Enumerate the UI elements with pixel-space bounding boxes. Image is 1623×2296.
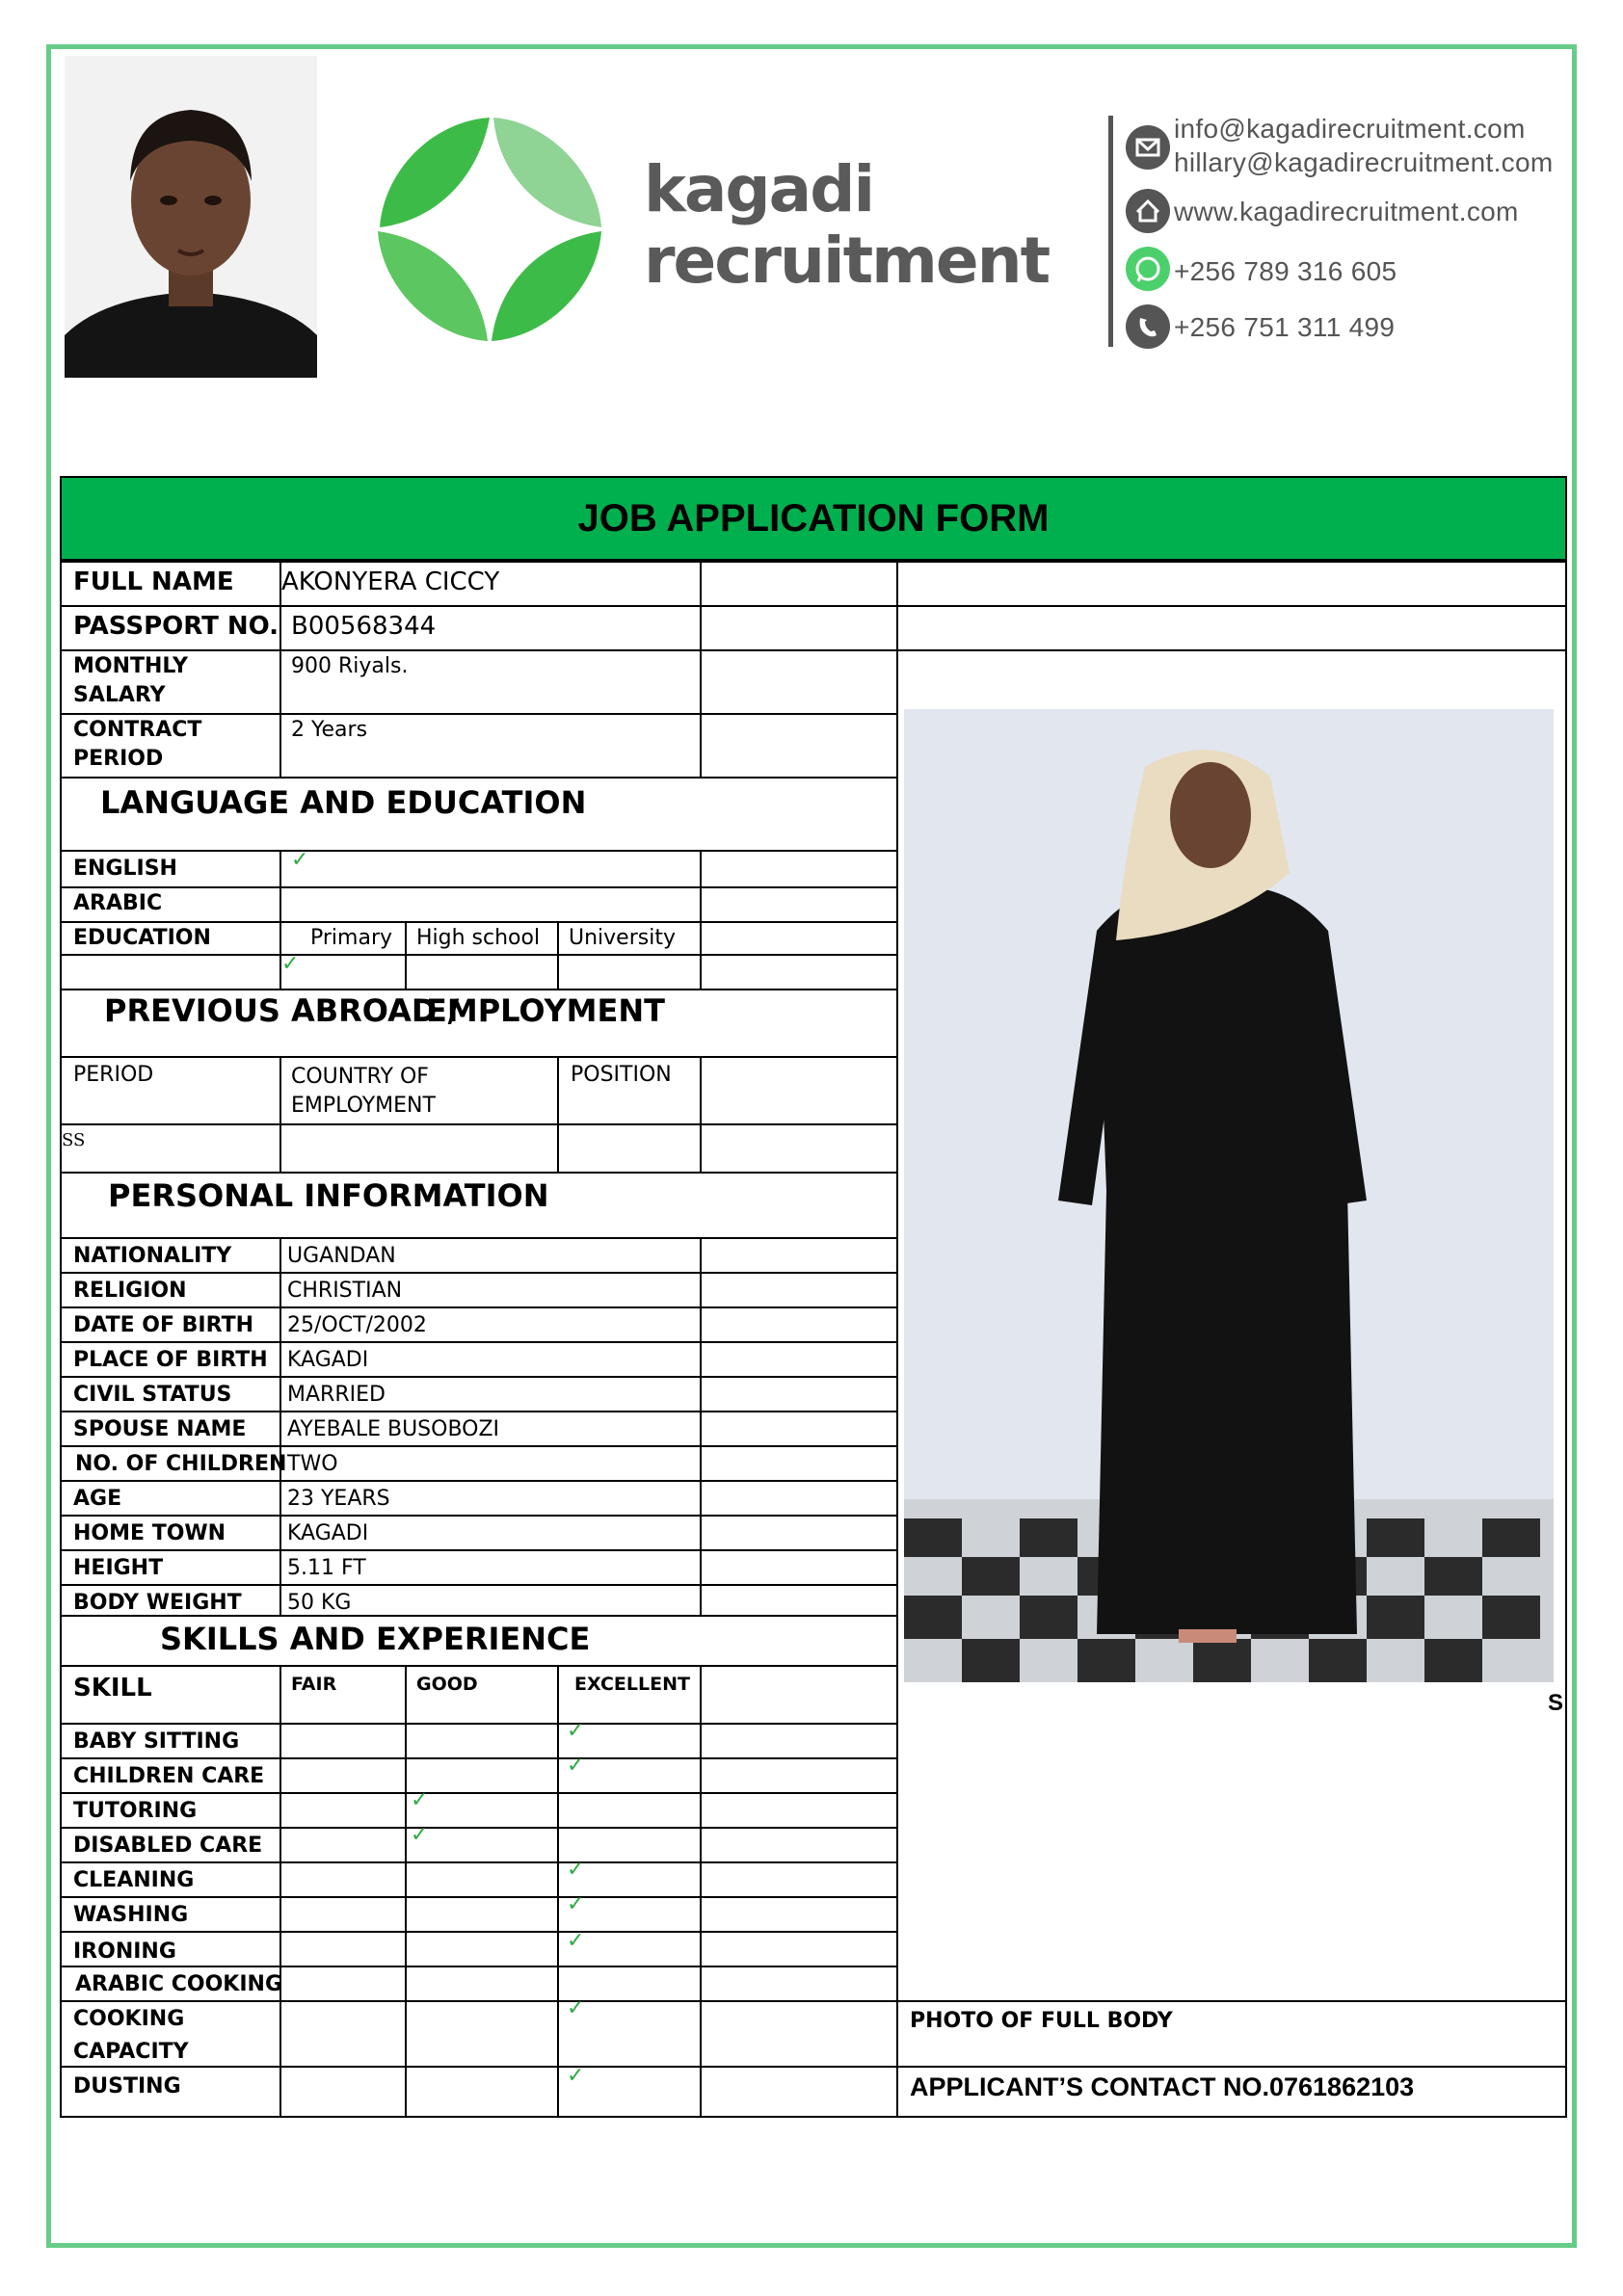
fair-column-header: FAIR (291, 1674, 337, 1695)
applicant-contact-number: APPLICANT’S CONTACT NO.0761862103 (910, 2072, 1415, 2101)
personal-row-value: CHRISTIAN (287, 1279, 403, 1303)
english-check-icon: ✓ (291, 848, 309, 872)
education-high-school: High school (416, 926, 541, 950)
personal-row-label: BODY WEIGHT (73, 1591, 242, 1615)
personal-row-value: UGANDAN (287, 1244, 396, 1268)
skill-row-label: IRONING (73, 1940, 176, 1964)
education-label: EDUCATION (73, 926, 211, 950)
personal-row-value: MARRIED (287, 1383, 386, 1407)
good-column-header: GOOD (416, 1674, 478, 1695)
primary-check-icon: ✓ (281, 952, 300, 976)
whatsapp-number[interactable]: +256 789 316 605 (1174, 256, 1397, 286)
full-name-value: AKONYERA CICCY (281, 567, 500, 596)
personal-row-value: KAGADI (287, 1348, 369, 1372)
skill-row-label: CLEANING (73, 1868, 195, 1892)
employment-period-header: PERIOD (73, 1063, 154, 1087)
phone-icon (1126, 304, 1170, 349)
phone-number[interactable]: +256 751 311 499 (1174, 312, 1396, 342)
skill-check-icon: ✓ (567, 1929, 585, 1953)
personal-row-value: TWO (287, 1452, 338, 1476)
form-title: JOB APPLICATION FORM (60, 476, 1567, 561)
personal-row-value: 5.11 FT (287, 1556, 366, 1580)
contact-divider (1108, 116, 1113, 347)
skill-row-label: TUTORING (73, 1799, 198, 1823)
personal-row-label: HEIGHT (73, 1556, 164, 1580)
email-icon (1126, 125, 1170, 170)
skill-row-label: DUSTING (73, 2074, 181, 2098)
skill-check-icon: ✓ (567, 1892, 585, 1916)
passport-value: B00568344 (291, 612, 437, 641)
photo-caption: PHOTO OF FULL BODY (910, 2009, 1173, 2033)
full-body-photo (904, 709, 1554, 1682)
skill-row-label: COOKING (73, 2007, 185, 2031)
contract-value: 2 Years (291, 718, 368, 742)
employment-heading-2: EMPLOYMENT (426, 992, 665, 1029)
personal-row-label: NATIONALITY (73, 1244, 232, 1268)
personal-row-label: HOME TOWN (73, 1521, 226, 1545)
skill-row-label: CAPACITY (73, 2040, 189, 2064)
employment-country-header-1: COUNTRY OF (291, 1065, 429, 1089)
full-name-label: FULL NAME (73, 567, 234, 596)
english-label: ENGLISH (73, 857, 177, 881)
personal-row-value: 25/OCT/2002 (287, 1313, 427, 1337)
skill-row-label: WASHING (73, 1903, 189, 1927)
skill-check-icon: ✓ (411, 1823, 429, 1847)
excellent-column-header: EXCELLENT (574, 1674, 690, 1695)
skill-row-label: DISABLED CARE (73, 1834, 263, 1858)
skill-check-icon: ✓ (567, 2064, 585, 2088)
employment-position-header: POSITION (571, 1063, 672, 1087)
brand-line-2: recruitment (644, 224, 1050, 298)
skill-check-icon: ✓ (567, 1858, 585, 1882)
salary-label-2: SALARY (73, 683, 166, 707)
personal-row-label: NO. OF CHILDREN (75, 1452, 287, 1476)
employment-heading-1: PREVIOUS ABROAD / (104, 992, 460, 1029)
personal-row-label: RELIGION (73, 1279, 187, 1303)
skills-heading: SKILLS AND EXPERIENCE (160, 1621, 591, 1657)
skill-row-label: BABY SITTING (73, 1729, 240, 1754)
personal-row-value: 50 KG (287, 1591, 352, 1615)
home-icon (1126, 189, 1170, 233)
personal-row-label: AGE (73, 1487, 122, 1511)
stray-s-text: S (1548, 1690, 1564, 1716)
personal-row-label: DATE OF BIRTH (73, 1313, 253, 1337)
brand-wordmark (644, 154, 1049, 297)
contract-label-1: CONTRACT (73, 718, 202, 742)
employment-country-header-2: EMPLOYMENT (291, 1094, 436, 1118)
contract-label-2: PERIOD (73, 747, 164, 771)
personal-row-label: CIVIL STATUS (73, 1383, 232, 1407)
personal-row-value: KAGADI (287, 1521, 369, 1545)
salary-value: 900 Riyals. (291, 654, 409, 678)
skill-row-label: ARABIC COOKING (75, 1972, 283, 1996)
skill-check-icon: ✓ (567, 1996, 585, 2020)
personal-row-value: AYEBALE BUSOBOZI (287, 1417, 500, 1441)
skill-check-icon: ✓ (567, 1719, 585, 1743)
email-1[interactable]: info@kagadirecruitment.com (1174, 114, 1526, 144)
skill-column-header: SKILL (73, 1674, 152, 1702)
arabic-label: ARABIC (73, 891, 163, 915)
salary-label-1: MONTHLY (73, 654, 188, 678)
whatsapp-icon (1126, 247, 1170, 291)
education-primary: Primary (310, 926, 393, 950)
email-2[interactable]: hillary@kagadirecruitment.com (1174, 147, 1554, 177)
personal-info-heading: PERSONAL INFORMATION (108, 1177, 549, 1214)
employment-row-value: SS (62, 1130, 86, 1150)
personal-row-label: PLACE OF BIRTH (73, 1348, 268, 1372)
personal-row-value: 23 YEARS (287, 1487, 390, 1511)
personal-row-label: SPOUSE NAME (73, 1417, 247, 1441)
skill-check-icon: ✓ (411, 1788, 429, 1812)
brand-line-1: kagadi (644, 152, 874, 226)
skill-check-icon: ✓ (567, 1754, 585, 1778)
kagadi-logo-icon (374, 114, 605, 350)
website-link[interactable]: www.kagadirecruitment.com (1174, 197, 1519, 226)
applicant-headshot-photo (65, 56, 317, 378)
passport-label: PASSPORT NO. (73, 612, 279, 641)
language-education-heading: LANGUAGE AND EDUCATION (100, 784, 587, 821)
skill-row-label: CHILDREN CARE (73, 1764, 265, 1788)
education-university: University (569, 926, 676, 950)
